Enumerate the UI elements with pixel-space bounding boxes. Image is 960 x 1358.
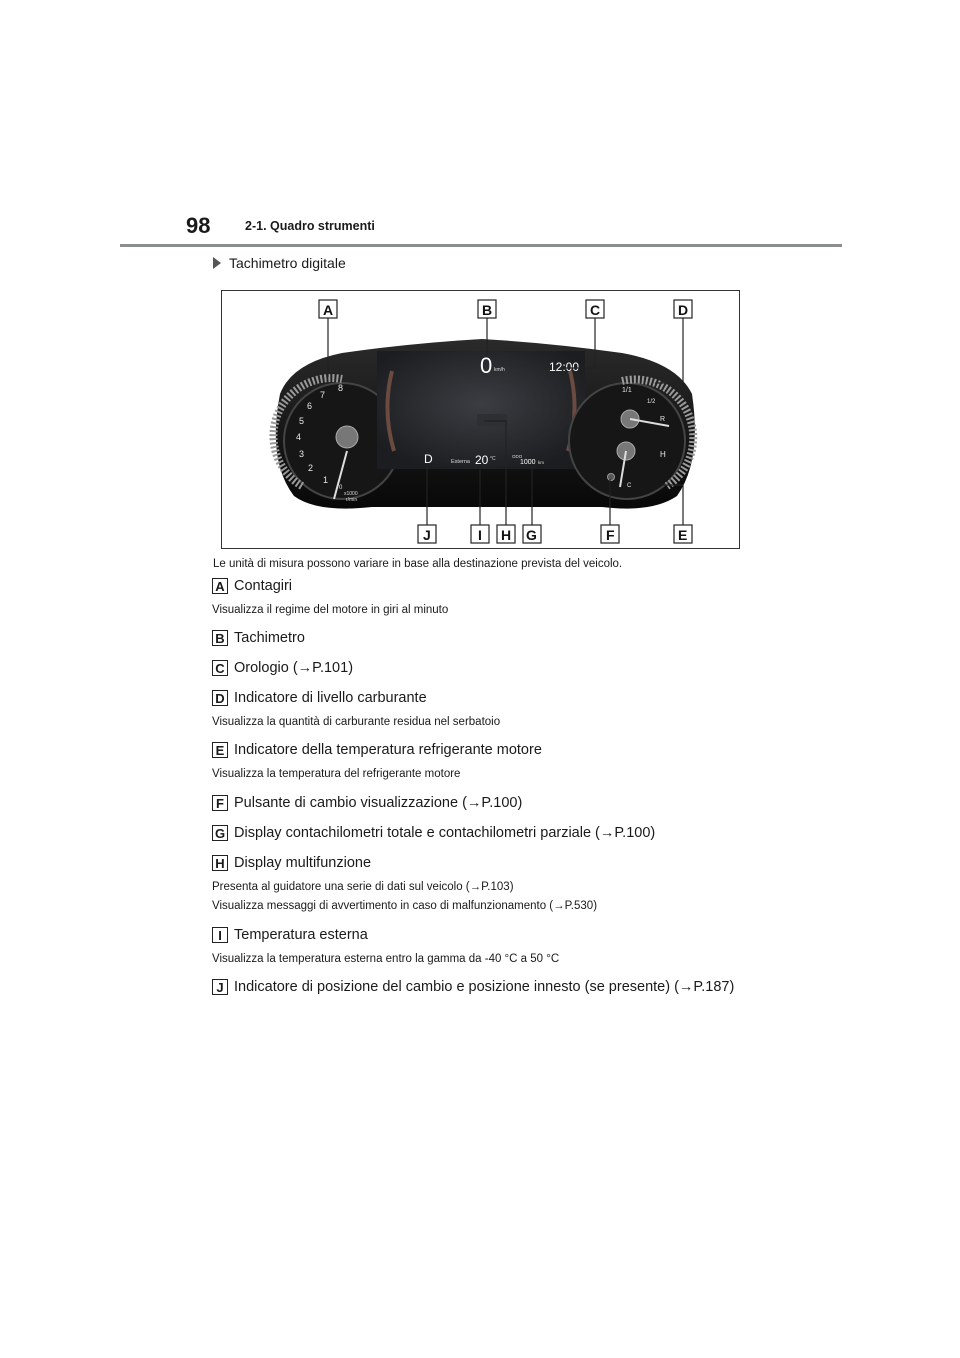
item-g-title: Display contachilometri totale e contachilometri parziale (→P.100) — [234, 825, 656, 841]
clock-display: 12:00 — [549, 360, 580, 374]
item-c-title: Orologio (→P.101) — [234, 660, 354, 676]
tag-e: E — [212, 742, 228, 758]
item-a — [212, 578, 292, 594]
subheading — [213, 255, 346, 271]
outside-label: Esterna — [451, 459, 470, 465]
tach-unit: r/min — [346, 497, 358, 503]
callout-j-label: J — [423, 527, 431, 543]
tag-c: C — [212, 660, 228, 676]
item-d-title: Indicatore di livello carburante — [234, 690, 427, 706]
display-change-button — [608, 474, 615, 481]
callout-i-label: I — [478, 527, 482, 543]
callout-f-label: F — [606, 527, 615, 543]
triangle-bullet-icon — [213, 257, 221, 269]
tach-num-1: 1 — [323, 475, 329, 485]
item-b — [212, 630, 305, 646]
outside-temp: 20 — [475, 453, 489, 467]
temp-hot-label: H — [660, 450, 666, 459]
fuel-half-label: 1/2 — [647, 399, 656, 405]
speed-unit: km/h — [494, 367, 505, 373]
tag-d: D — [212, 690, 228, 706]
callout-c-label: C — [590, 302, 601, 318]
section-title: 2-1. Quadro strumenti — [245, 219, 375, 233]
item-i-title: Temperatura esterna — [234, 927, 368, 943]
page-number: 98 — [186, 213, 211, 238]
tag-g: G — [212, 825, 228, 841]
item-b-title: Tachimetro — [234, 630, 305, 646]
figure-caption: Le unità di misura possono variare in base alla destinazione prevista del veicolo. — [213, 558, 623, 570]
item-e-title: Indicatore della temperatura refrigerante motore — [234, 742, 542, 758]
tach-num-8: 8 — [338, 383, 344, 393]
item-e — [212, 742, 542, 758]
item-j — [212, 979, 734, 995]
fuel-reserve-label: R — [660, 416, 666, 423]
tach-num-5: 5 — [299, 416, 305, 426]
callout-h-label: H — [501, 527, 512, 543]
odo-value: 1000 — [520, 459, 536, 466]
item-i-desc: Visualizza la temperatura esterna entro la gamma da -40 °C a 50 °C — [212, 953, 560, 965]
tag-j: J — [212, 979, 228, 995]
temp-cold-label: C — [627, 483, 632, 489]
header-rule — [120, 244, 842, 247]
item-d — [212, 690, 427, 706]
item-j-title: Indicatore di posizione del cambio e posizione innesto (se presente) (→P.187) — [234, 979, 735, 995]
gear-indicator: D — [424, 452, 433, 466]
instrument-cluster-figure — [221, 290, 740, 549]
tach-num-3: 3 — [299, 449, 305, 459]
item-g — [212, 825, 655, 841]
callout-e-label: E — [678, 527, 688, 543]
item-f-title: Pulsante di cambio visualizzazione (→P.100) — [234, 795, 523, 811]
odo-unit: km — [538, 460, 544, 465]
item-h-desc-1: Presenta al guidatore una serie di dati sul veicolo (→P.103) — [212, 881, 514, 893]
callout-d-label: D — [678, 302, 689, 318]
instrument-cluster-illustration — [222, 291, 741, 550]
fuel-temp-dial — [569, 383, 685, 499]
subheading-text: Tachimetro digitale — [229, 255, 346, 271]
tach-num-6: 6 — [307, 401, 313, 411]
item-d-desc: Visualizza la quantità di carburante residua nel serbatoio — [212, 716, 501, 728]
multi-info-window — [477, 414, 507, 426]
outside-temp-unit: °C — [490, 456, 496, 462]
fuel-full-label: 1/1 — [622, 387, 632, 394]
tach-num-7: 7 — [320, 390, 326, 400]
item-e-desc: Visualizza la temperatura del refrigerante motore — [212, 768, 461, 780]
callout-g-label: G — [526, 527, 537, 543]
item-c — [212, 660, 353, 676]
tach-zero: 0 — [339, 485, 343, 491]
tag-a: A — [212, 578, 228, 594]
item-f — [212, 795, 522, 811]
tachometer-hub — [336, 426, 358, 448]
item-h-desc-2: Visualizza messaggi di avvertimento in caso di malfunzionamento (→P.530) — [212, 900, 598, 912]
callout-a-label: A — [323, 302, 334, 318]
item-i — [212, 927, 368, 943]
item-h — [212, 855, 371, 871]
item-a-title: Contagiri — [234, 578, 293, 594]
callout-b-label: B — [482, 302, 493, 318]
tach-num-4: 4 — [296, 432, 302, 442]
tag-i: I — [212, 927, 228, 943]
item-h-title: Display multifunzione — [234, 855, 372, 871]
tag-h: H — [212, 855, 228, 871]
item-a-desc: Visualizza il regime del motore in giri al minuto — [212, 604, 449, 616]
tach-multiplier: x1000 — [344, 491, 358, 497]
speed-value: 0 — [480, 353, 493, 378]
tag-f: F — [212, 795, 228, 811]
odo-label: ODO — [512, 454, 523, 459]
tach-num-2: 2 — [308, 463, 314, 473]
tag-b: B — [212, 630, 228, 646]
